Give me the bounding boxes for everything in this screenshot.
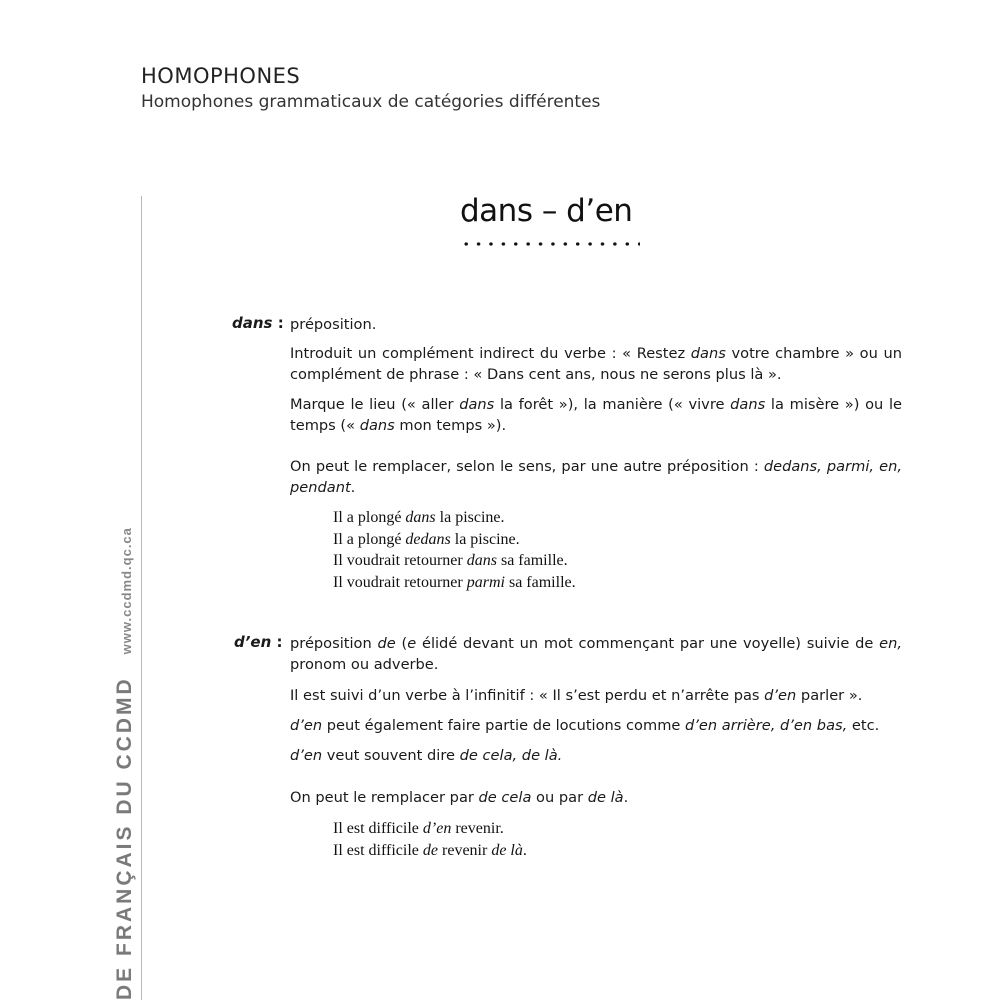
header-subtitle: Homophones grammaticaux de catégories différentes (141, 92, 601, 112)
example-line: Il a plongé dedans la piscine. (333, 530, 520, 548)
den-paragraph-1: préposition de (e élidé devant un mot commençant par une voyelle) suivie de en, pronom ou adverbe. (290, 635, 902, 673)
den-paragraph-5: On peut le remplacer par de cela ou par de là. (290, 789, 629, 806)
dans-definition: préposition. (290, 316, 377, 333)
term-den-label: d’en (234, 633, 272, 651)
page-title: dans – d’en (460, 193, 633, 229)
term-colon: : (272, 314, 284, 332)
term-dans (232, 314, 284, 332)
den-paragraph-4: d’en veut souvent dire de cela, de là. (290, 747, 563, 764)
page-header (141, 62, 600, 114)
den-examples (333, 818, 527, 861)
den-paragraph-2: Il est suivi d’un verbe à l’infinitif : « Il s’est perdu et n’arrête pas d’en parler ». (290, 687, 863, 704)
sidebar-url: www.ccdmd.qc.ca (119, 527, 134, 655)
example-line: Il a plongé dans la piscine. (333, 509, 505, 526)
dans-paragraph-1: Introduit un complément indirect du verbe : « Restez dans votre chambre » ou un complément de phrase : « Dans cent ans, nous ne serons plus là ». (290, 345, 902, 383)
example-line: Il voudrait retourner parmi sa famille. (333, 573, 576, 591)
sidebar-brand: DE FRANÇAIS DU CCDMD (113, 676, 136, 1000)
example-line: Il voudrait retourner dans sa famille. (333, 552, 568, 569)
term-dans-label: dans (232, 314, 273, 332)
term-colon: : (271, 633, 283, 651)
header-title: HOMOPHONES (141, 64, 301, 88)
example-line: Il est difficile de revenir de là. (333, 841, 527, 859)
den-paragraph-3: d’en peut également faire partie de locutions comme d’en arrière, d’en bas, etc. (290, 717, 880, 734)
title-dotted-rule (460, 241, 640, 247)
dans-examples (333, 507, 576, 593)
dans-paragraph-3: On peut le remplacer, selon le sens, par une autre préposition : dedans, parmi, en, pendant. (290, 458, 902, 496)
sidebar-divider (141, 196, 142, 1000)
term-den (234, 633, 283, 651)
sidebar-vertical-text (113, 500, 137, 1000)
dans-paragraph-2: Marque le lieu (« aller dans la forêt »), la manière (« vivre dans la misère ») ou le temps (« dans mon temps »). (290, 396, 902, 434)
example-line: Il est difficile d’en revenir. (333, 820, 504, 837)
